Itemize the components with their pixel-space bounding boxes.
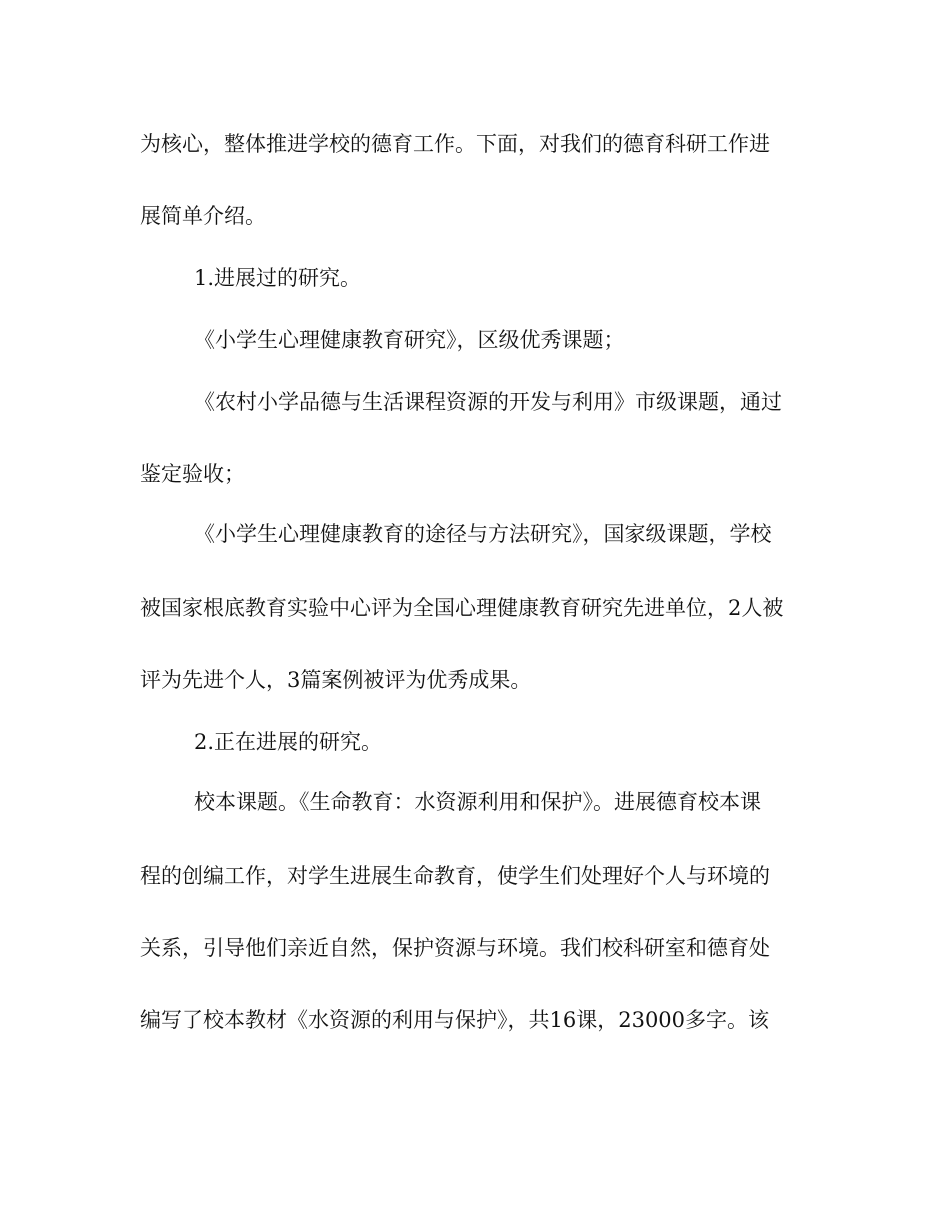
text-line: 《小学生心理健康教育的途径与方法研究》，国家级课题，学校 [194, 522, 772, 546]
text-line: 校本课题。《生命教育：水资源利用和保护》。进展德育校本课 [194, 790, 761, 814]
text-line: 为核心，整体推进学校的德育工作。下面，对我们的德育科研工作进 [140, 132, 770, 156]
section-heading: 2.正在进展的研究。 [194, 730, 383, 754]
section-heading: 1.进展过的研究。 [194, 266, 362, 290]
text-line: 被国家根底教育实验中心评为全国心理健康教育研究先进单位，2人被 [140, 596, 784, 620]
text-line: 鉴定验收； [140, 462, 245, 486]
text-line: 关系，引导他们亲近自然，保护资源与环境。我们校科研室和德育处 [140, 936, 770, 960]
text-line: 展简单介绍。 [140, 204, 266, 228]
text-line: 编写了校本教材《水资源的利用与保护》，共16课，23000多字。该 [140, 1008, 770, 1032]
text-line: 评为先进个人，3篇案例被评为优秀成果。 [140, 668, 532, 692]
text-line: 程的创编工作，对学生进展生命教育，使学生们处理好个人与环境的 [140, 864, 770, 888]
text-line: 《农村小学品德与生活课程资源的开发与利用》市级课题，通过 [194, 390, 782, 414]
text-line: 《小学生心理健康教育研究》，区级优秀课题； [194, 328, 625, 352]
